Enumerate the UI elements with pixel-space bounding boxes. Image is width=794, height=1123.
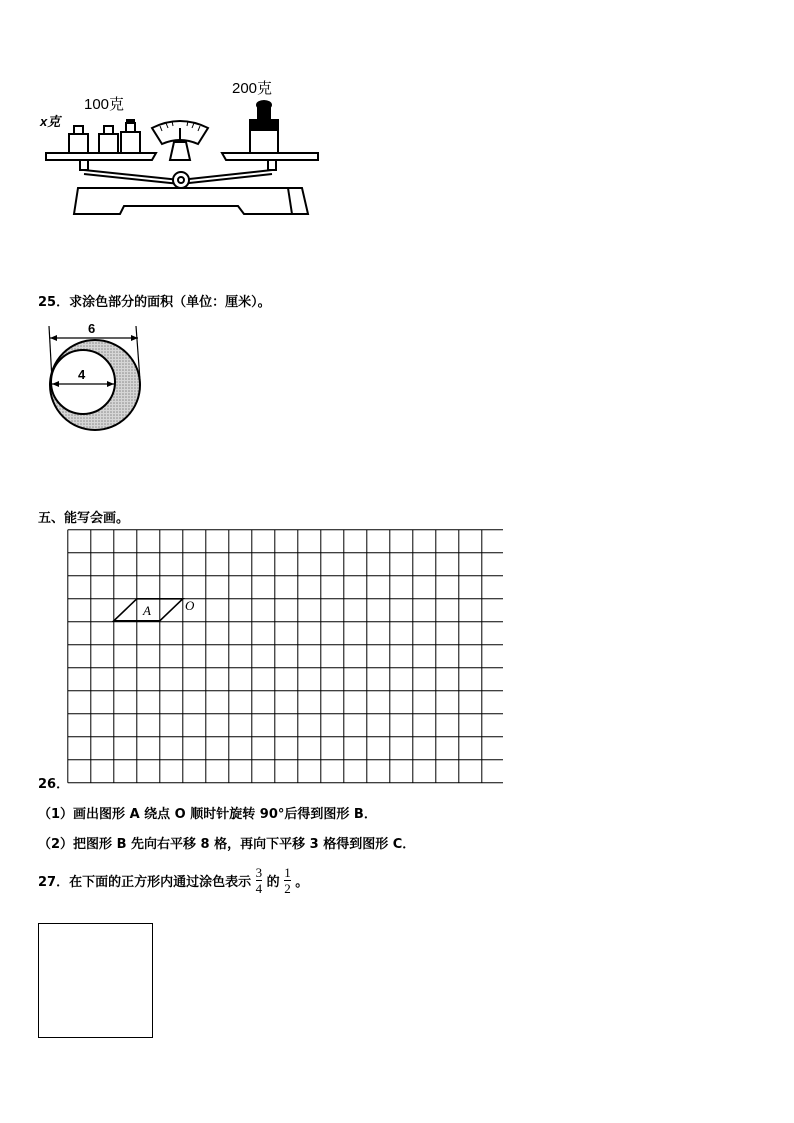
annulus-figure [38, 318, 148, 440]
q27-prefix: 27．在下面的正方形内通过涂色表示 [38, 875, 252, 890]
fraction-three-quarters [256, 866, 263, 895]
inner-diameter-label: 4 [78, 367, 86, 382]
scale-base [74, 188, 308, 214]
left-weights [69, 120, 140, 153]
grid-lines [68, 530, 503, 783]
q27-middle: 的 [266, 875, 280, 890]
right-weight [250, 101, 278, 153]
section-title: 五、能写会画。 [38, 511, 130, 526]
answer-square[interactable] [38, 923, 153, 1038]
x-gram-label: x克 [40, 114, 61, 129]
q25-text: 25．求涂色部分的面积（单位：厘米）。 [38, 295, 271, 310]
q27-suffix: 。 [295, 875, 309, 890]
fraction2-numerator: 1 [284, 865, 291, 880]
balance-scale-figure [38, 76, 323, 218]
fraction1-numerator: 3 [255, 865, 263, 880]
q27-text [38, 866, 308, 895]
100-gram-label: 100克 [84, 96, 125, 113]
point-o-label: O [185, 598, 195, 613]
outer-diameter-label: 6 [88, 321, 96, 336]
fraction2-denominator: 2 [284, 881, 291, 896]
200-gram-label: 200克 [232, 80, 273, 97]
scale-beam [84, 170, 272, 188]
fraction1-denominator: 4 [255, 881, 263, 896]
fraction-one-half [284, 866, 291, 895]
inner-circle [51, 350, 115, 414]
grid-figure [67, 529, 503, 786]
q26-task1: （1）画出图形 A 绕点 O 顺时针旋转 90°后得到图形 B． [38, 807, 377, 822]
q26-task2: （2）把图形 B 先向右平移 8 格，再向下平移 3 格得到图形 C． [38, 837, 416, 852]
q26-number: 26． [38, 777, 70, 792]
shape-a-label: A [143, 603, 151, 618]
